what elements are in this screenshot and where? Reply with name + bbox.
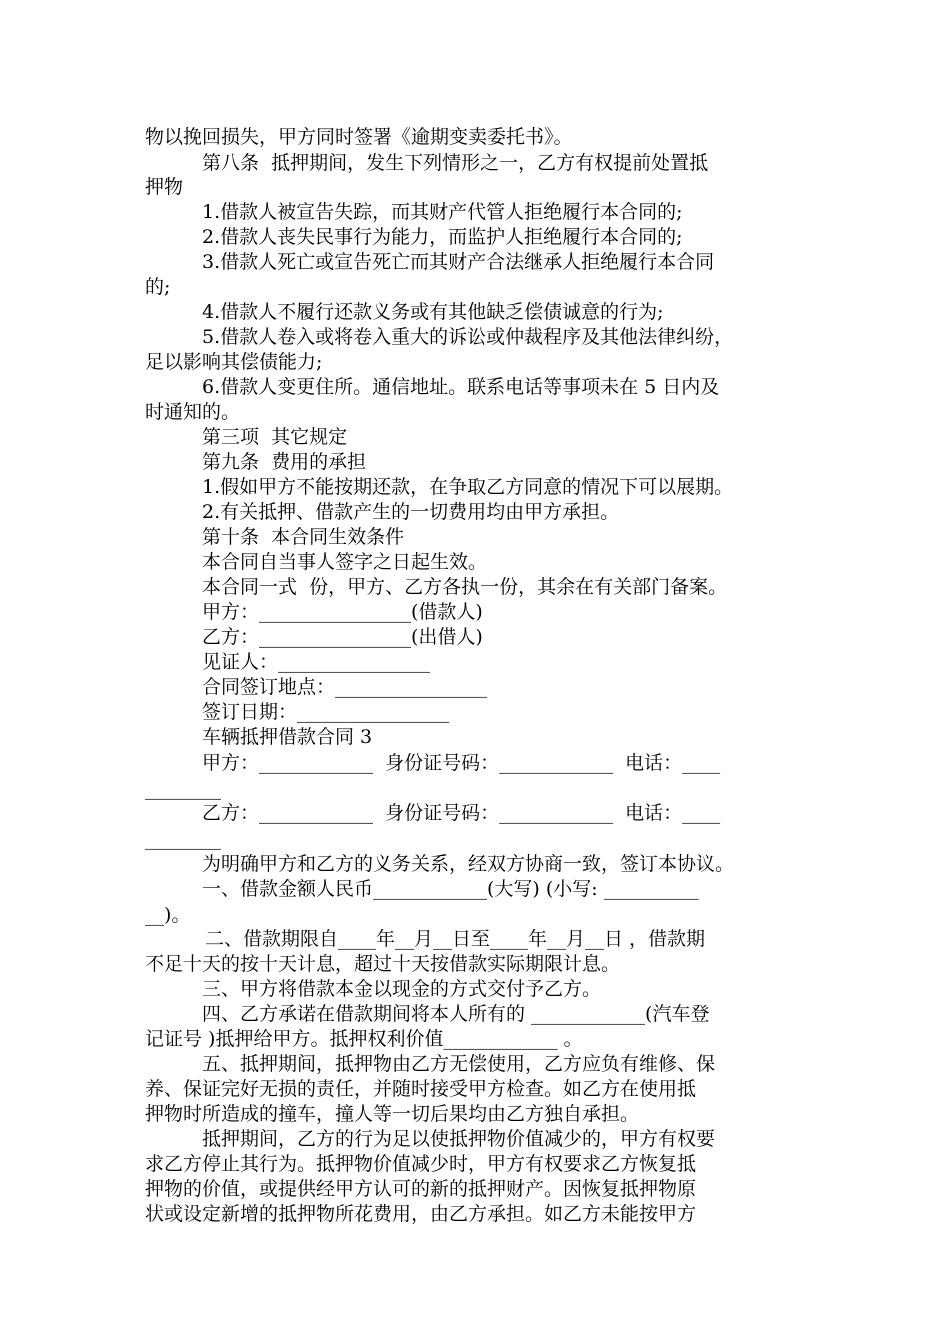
text-line: 押物 [145, 176, 184, 198]
text-line: 不足十天的按十天计息，超过十天按借款实际期限计息。 [145, 953, 621, 975]
article-heading: 第十条 本合同生效条件 [202, 526, 405, 548]
text-line: 5.借款人卷入或将卷入重大的诉讼或仲裁程序及其他法律纠纷， [202, 326, 734, 348]
signature-field-date: 签订日期：________________ [202, 701, 450, 723]
text-line: 本合同一式 份，甲方、乙方各执一份，其余在有关部门备案。 [202, 576, 728, 598]
text-line: 五、抵押期间，抵押物由乙方无偿使用，乙方应负有维修、保 [202, 1053, 716, 1075]
text-line: 养、保证完好无损的责任，并随时接受甲方检查。如乙方在使用抵 [145, 1078, 697, 1100]
text-line: 状或设定新增的抵押物所花费用，由乙方承担。如乙方未能按甲方 [145, 1203, 697, 1225]
party-b-line: 乙方：____________ 身份证号码：____________ 电话：____ [202, 802, 721, 824]
text-line: ________ [145, 828, 221, 850]
text-line: 的; [145, 276, 171, 298]
signature-field-witness: 见证人：________________ [202, 651, 431, 673]
text-line: 抵押期间，乙方的行为足以使抵押物价值减少的，甲方有权要 [202, 1128, 716, 1150]
text-line: 三、甲方将借款本金以现金的方式交付予乙方。 [202, 978, 602, 1000]
text-line: 二、借款期限自____年__月__日至____年__月__日 ，借款期 [205, 928, 706, 950]
text-line: 4.借款人不履行还款义务或有其他缺乏偿债诚意的行为; [202, 301, 664, 323]
text-line: 第八条 抵押期间，发生下列情形之一，乙方有权提前处置抵 [202, 152, 709, 174]
signature-field-party-b: 乙方：________________(出借人) [202, 626, 483, 648]
text-line: 本合同自当事人签字之日起生效。 [202, 551, 488, 573]
party-a-line: 甲方：____________ 身份证号码：____________ 电话：____ [202, 752, 721, 774]
article-heading: 第九条 费用的承担 [202, 451, 367, 473]
text-line: 求乙方停止其行为。抵押物价值减少时，甲方有权要求乙方恢复抵 [145, 1153, 697, 1175]
text-line: 2.借款人丧失民事行为能力，而监护人拒绝履行本合同的; [202, 226, 683, 248]
text-line: 一、借款金额人民币____________(大写) (小写: __________ [202, 878, 699, 900]
text-line: 四、乙方承诺在借款期间将本人所有的 ____________(汽车登 [202, 1003, 710, 1025]
text-line: 足以影响其偿债能力; [145, 351, 323, 373]
signature-field-party-a: 甲方：________________(借款人) [202, 601, 483, 623]
text-line: 押物的价值，或提供经甲方认可的新的抵押财产。因恢复抵押物原 [145, 1178, 697, 1200]
text-line: 押物时所造成的撞车，撞人等一切后果均由乙方独自承担。 [145, 1103, 640, 1125]
text-line: 记证号 )抵押给甲方。抵押权利价值____________ 。 [145, 1028, 583, 1050]
text-line: 6.借款人变更住所。通信地址。联系电话等事项未在 5 日内及 [202, 376, 720, 398]
section-heading: 第三项 其它规定 [202, 426, 348, 448]
text-line: 时通知的。 [145, 401, 241, 423]
text-line: 为明确甲方和乙方的义务关系，经双方协商一致，签订本协议。 [202, 853, 735, 875]
text-line: __)。 [145, 904, 191, 926]
text-line: 1.借款人被宣告失踪，而其财产代管人拒绝履行本合同的; [202, 201, 683, 223]
text-line: ________ [145, 778, 221, 800]
text-line: 3.借款人死亡或宣告死亡而其财产合法继承人拒绝履行本合同 [202, 251, 715, 273]
text-line: 2.有关抵押、借款产生的一切费用均由甲方承担。 [202, 501, 620, 523]
contract-title: 车辆抵押借款合同 3 [202, 726, 373, 748]
text-line: 1.假如甲方不能按期还款，在争取乙方同意的情况下可以展期。 [202, 476, 734, 498]
text-line: 物以挽回损失，甲方同时签署《逾期变卖委托书》。 [145, 126, 573, 148]
signature-field-place: 合同签订地点：________________ [202, 676, 488, 698]
